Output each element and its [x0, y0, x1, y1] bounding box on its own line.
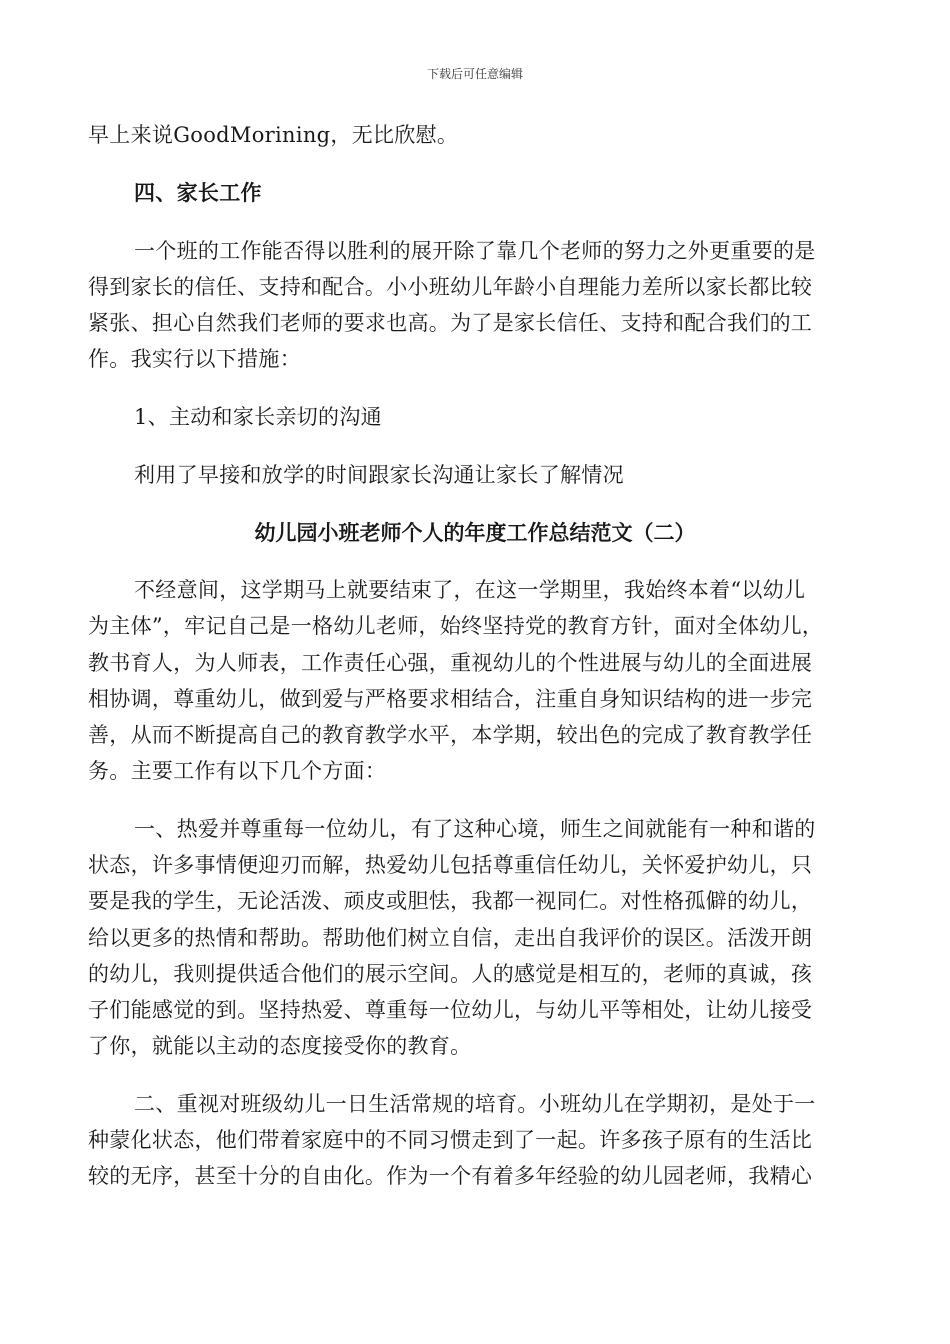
paragraph-line: 相协调，尊重幼儿，做到爱与严格要求相结合，注重自身知识结构的进一步完: [88, 686, 813, 711]
paragraph-line: 不经意间，这学期马上就要结束了，在这一学期里，我始终本着“以幼儿: [134, 578, 806, 603]
paragraph-line: 子们能感觉的到。坚持热爱、尊重每一位幼儿，与幼儿平等相处，让幼儿接受: [88, 998, 813, 1023]
paragraph-line: 早上来说GoodMorining，无比欣慰。: [88, 123, 459, 147]
paragraph-line: 的幼儿，我则提供适合他们的展示空间。人的感觉是相互的，老师的真诚，孩: [88, 961, 813, 986]
paragraph-line: 善，从而不断提高自己的教育教学水平，本学期，较出色的完成了教育教学任: [88, 723, 813, 747]
paragraph-line: 教书育人，为人师表，工作责任心强，重视幼儿的个性进展与幼儿的全面进展: [88, 650, 813, 675]
paragraph-line: 得到家长的信任、支持和配合。小小班幼儿年龄小自理能力差所以家长都比较: [88, 274, 813, 299]
paragraph-line: 状态，许多事情便迎刃而解，热爱幼儿包括尊重信任幼儿，关怀爱护幼儿，只: [88, 853, 813, 878]
paragraph-line: 要是我的学生，无论活泼、顽皮或胆怯，我都一视同仁。对性格孤僻的幼儿，: [88, 889, 813, 914]
paragraph-line: 利用了早接和放学的时间跟家长沟通让家长了解情况: [134, 462, 624, 487]
article-title: 幼儿园小班老师个人的年度工作总结范文（二）: [254, 519, 696, 545]
paragraph-line: 给以更多的热情和帮助。帮助他们树立自信，走出自我评价的误区。活泼开朗: [88, 925, 813, 950]
paragraph-line: 紧张、担心自然我们老师的要求也高。为了是家长信任、支持和配合我们的工: [88, 311, 813, 335]
paragraph: [88, 572, 862, 789]
paragraph-line: 作。我实行以下措施：: [88, 347, 301, 372]
page-header: 下载后可任意编辑: [426, 67, 523, 81]
list-item: 1、主动和家长亲切的沟通: [134, 405, 382, 429]
paragraph: [88, 811, 862, 1064]
paragraph-line: 二、重视对班级幼儿一日生活常规的培育。小班幼儿在学期初，是处于一: [134, 1092, 816, 1117]
document-body: [88, 117, 862, 1195]
paragraph-line: 种蒙化状态，他们带着家庭中的不同习惯走到了一起。许多孩子原有的生活比: [88, 1128, 813, 1153]
paragraph-line: 一个班的工作能否得以胜利的展开除了靠几个老师的努力之外更重要的是: [134, 238, 816, 263]
paragraph: [88, 1086, 862, 1195]
paragraph-line: 了你，就能以主动的态度接受你的教育。: [88, 1034, 472, 1059]
paragraph-line: 一、热爱并尊重每一位幼儿，有了这种心境，师生之间就能有一种和谐的: [134, 817, 816, 841]
paragraph-line: 较的无序，甚至十分的自由化。作为一个有着多年经验的幼儿园老师，我精心: [88, 1164, 813, 1189]
paragraph-line: 务。主要工作有以下几个方面：: [88, 759, 387, 784]
paragraph: [88, 233, 862, 378]
section-heading: 四、家长工作: [134, 179, 262, 205]
paragraph-line: 为主体”，牢记自己是一格幼儿老师，始终坚持党的教育方针，面对全体幼儿，: [88, 614, 824, 639]
